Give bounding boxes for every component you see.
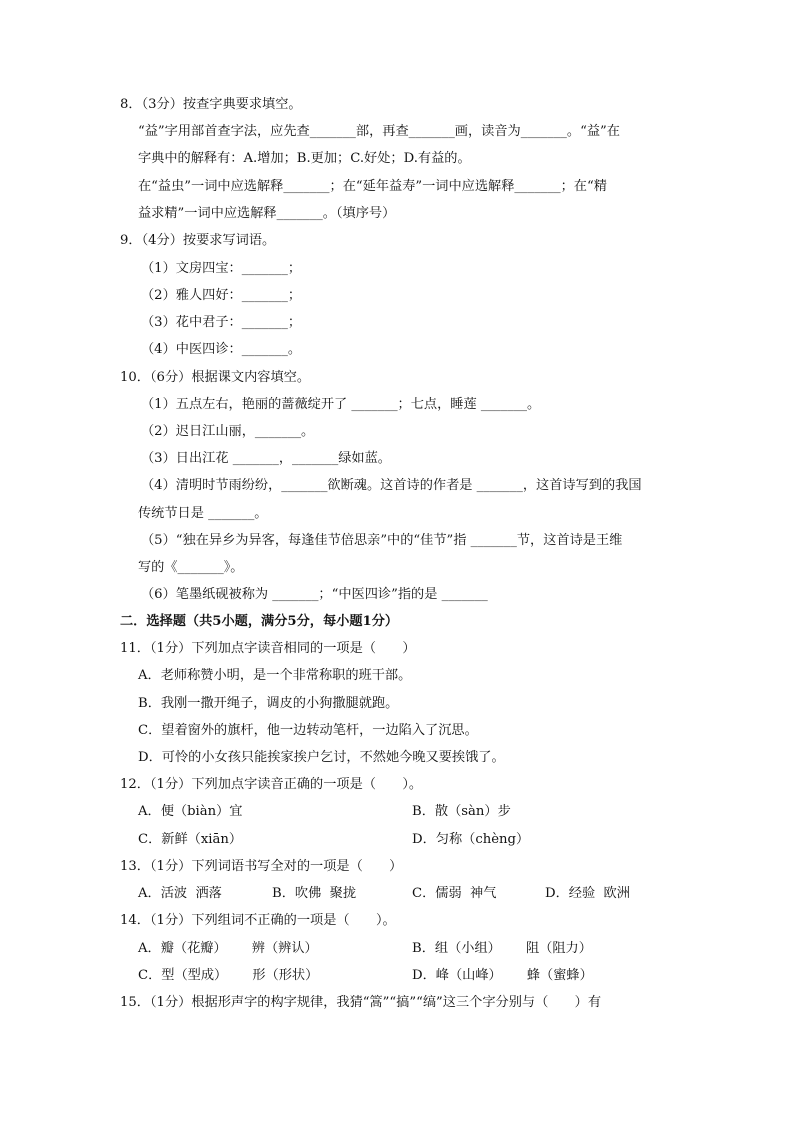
q12-option-d: D．匀称（chèng） [412,832,530,847]
q8-line3: 在“益虫”一词中应选解释_______；在“延年益寿”一词中应选解释_______；在“精 [138,179,607,194]
q11-option-d: D．可怜的小女孩只能挨家挨户乞讨，不然她今晚又要挨饿了。 [138,750,505,765]
q15-stem: 15．（1分）根据形声字的构字规律，我猜“篙”“搞”“缟”这三个字分别与（ ）有 [120,995,602,1010]
q10-item-6: （6）笔墨纸砚被称为 _______；“中医四诊”指的是 _______ [141,587,488,602]
q8-line1: “益”字用部首查字法，应先查_______部，再查_______画，读音为_______。“益”在 [138,124,620,139]
q9-item-2: （2）雅人四好：_______； [141,288,302,303]
q10-stem: 10．（6分）根据课文内容填空。 [120,370,311,385]
section-2-heading: 二．选择题（共5小题，满分5分，每小题1分） [120,614,399,629]
q13-option-d: D．经验 欧洲 [545,886,630,901]
q13-option-c: C．儒弱 神气 [412,886,497,901]
q10-item-5b: 写的《_______》。 [138,560,244,575]
q14-option-d: D．峰（山峰） 蜂（蜜蜂） [412,968,593,983]
q11-option-b: B．我刚一撒开绳子，调皮的小狗撒腿就跑。 [138,696,399,711]
q11-option-a: A．老师称赞小明，是一个非常称职的班干部。 [138,668,412,683]
q10-item-1: （1）五点左右，艳丽的蔷薇绽开了 _______；七点，睡莲 _______。 [141,397,541,412]
q10-item-2: （2）迟日江山丽，_______。 [141,424,315,439]
q9-stem: 9．（4分）按要求写词语。 [120,233,276,248]
q8-line4: 益求精”一词中应选解释_______。（填序号） [138,206,396,221]
q10-item-5a: （5）“独在异乡为异客，每逢佳节倍思亲”中的“佳节”指 _______节，这首诗是王维 [141,533,623,548]
q10-item-4a: （4）清明时节雨纷纷，_______欲断魂。这首诗的作者是 _______，这首诗写到的我国 [141,478,642,493]
q14-option-a: A．瓣（花瓣） 辨（辨认） [138,941,318,956]
q12-option-b: B．散（sàn）步 [412,804,511,819]
q9-item-1: （1）文房四宝：_______； [141,261,302,276]
q12-option-a: A．便（biàn）宜 [138,804,243,819]
q12-option-c: C．新鲜（xiān） [138,832,243,847]
q14-stem: 14．（1分）下列组词不正确的一项是（ ）。 [120,913,396,928]
q12-stem: 12．（1分）下列加点字读音正确的一项是（ ）。 [120,777,423,792]
q9-item-4: （4）中医四诊：_______。 [141,342,302,357]
q13-stem: 13．（1分）下列词语书写全对的一项是（ ） [120,859,403,874]
q14-option-b: B．组（小组） 阻（阻力） [412,941,592,956]
q11-option-c: C．望着窗外的旗杆，他一边转动笔杆，一边陷入了沉思。 [138,723,478,738]
q14-option-c: C．型（型成） 形（形状） [138,968,319,983]
q8-line2: 字典中的解释有：A.增加；B.更加；C.好处；D.有益的。 [138,151,471,166]
q13-option-b: B．吹佛 聚拢 [272,886,357,901]
q10-item-4b: 传统节日是 _______。 [138,506,268,521]
q11-stem: 11．（1分）下列加点字读音相同的一项是（ ） [120,641,416,656]
q9-item-3: （3）花中君子：_______； [141,315,302,330]
q8-stem: 8．（3分）按查字典要求填空。 [120,97,302,112]
q13-option-a: A．活波 洒落 [138,886,222,901]
q10-item-3: （3）日出江花 _______，_______绿如蓝。 [141,451,391,466]
